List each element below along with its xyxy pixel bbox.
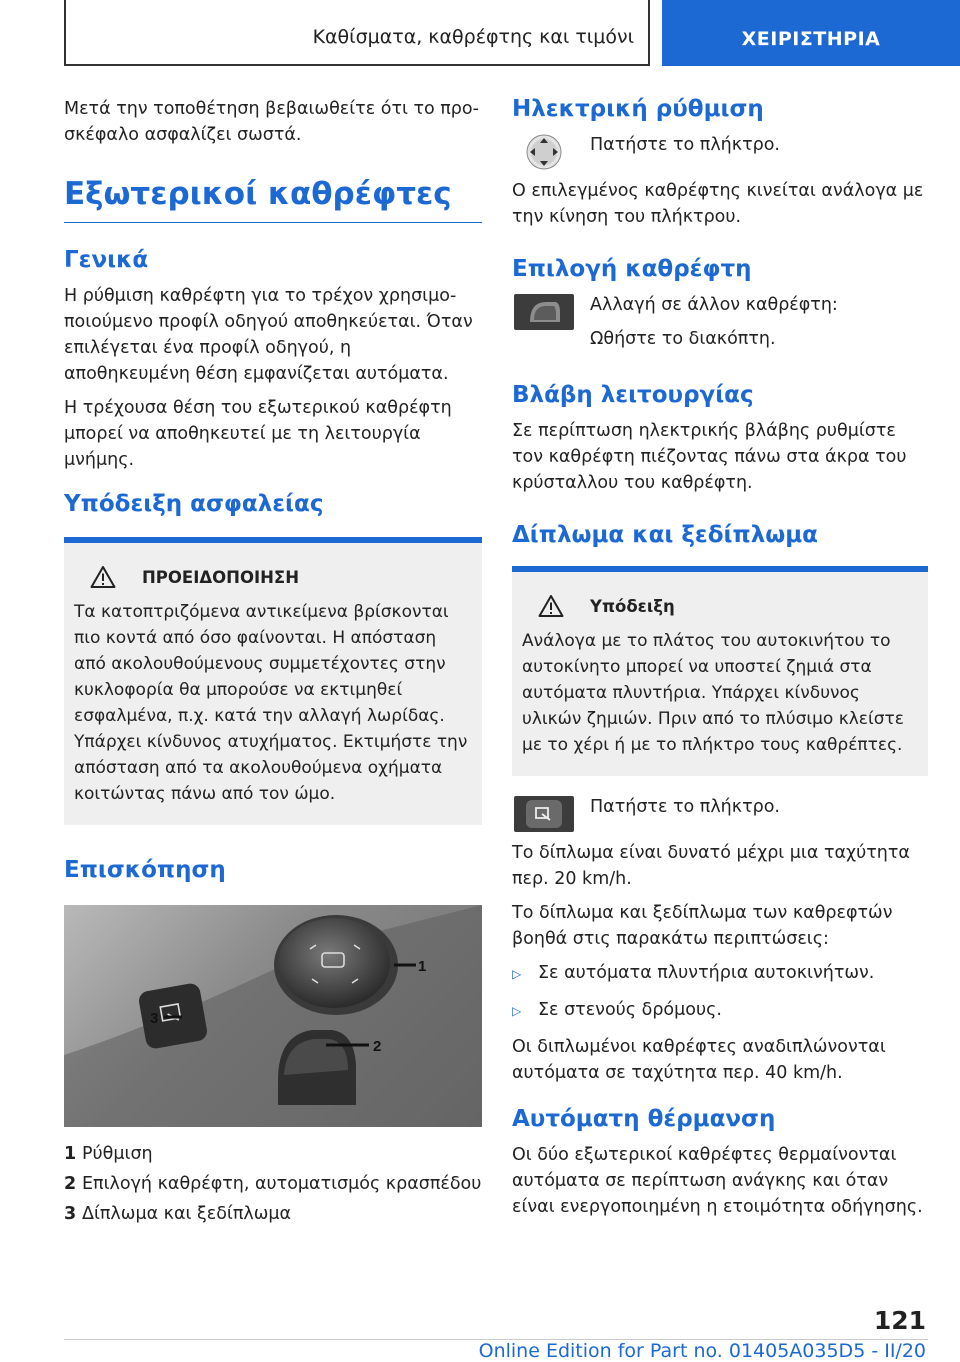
mirror-adjust-knob xyxy=(278,918,390,1008)
folding-notice-text: Ανάλογα με το πλάτος του αυτοκινήτου το αυτοκίνητο μπορεί να υποστεί ζημιά στα αυτόματα πλυντήρια. Υπάρχει κίνδυνος υλικών ζημιών. Πριν από το πλύσιμο κλείστε με το χέρι ή με το πλήκτρο τους καθρέπτες. xyxy=(522,631,904,755)
door-switch-illustration xyxy=(64,905,482,1127)
list-item: ▷ Σε αυτόματα πλυντήρια αυτοκινήτων. xyxy=(512,960,928,987)
warning-triangle-icon xyxy=(90,565,116,589)
folding-paragraph-2: Το δίπλωμα και ξεδίπλωμα των καθρεφτών βοηθά στις παρακάτω περιπτώσεις: xyxy=(512,903,893,949)
folding-notice-box xyxy=(512,566,928,776)
section-title: Καθίσματα, καθρέφτης και τιμόνι xyxy=(312,26,634,48)
fold-mirror-button-icon xyxy=(512,794,576,834)
folding-notice-title: Υπόδειξη xyxy=(590,596,675,616)
edition-footer: Online Edition for Part no. 01405A035D5 - II/20 xyxy=(478,1340,926,1362)
list-item: ▷ Σε στενούς δρόμους. xyxy=(512,997,928,1024)
electric-line-2: Ο επιλεγμένος καθρέφτης κινείται ανάλογα με την κίνηση του πλήκτρου. xyxy=(512,181,924,227)
safety-heading: Υπόδειξη ασφαλείας xyxy=(64,491,324,517)
fold-press-row xyxy=(512,794,928,834)
general-paragraph-2: Η τρέχουσα θέση του εξωτερικού καθρέφτη μπορεί να αποθηκευτεί με τη λειτουργία μνήμης. xyxy=(64,398,452,470)
select-line-2: Ωθήστε το διακόπτη. xyxy=(590,329,776,349)
legend-item: 2 Επιλογή καθρέφτη, αυτοματισμός κρασπέδου xyxy=(64,1174,482,1194)
folding-paragraph-3: Οι διπλωμένοι καθρέφτες αναδιπλώνονται αυτόματα σε ταχύτητα περ. 40 km/h. xyxy=(512,1037,886,1083)
folding-paragraph-1: Το δίπλωμα είναι δυνατό μέχρι μια ταχύτητα περ. 20 km/h. xyxy=(512,843,910,889)
folding-heading: Δίπλωμα και ξεδίπλωμα xyxy=(512,522,818,548)
mirror-switch-icon xyxy=(512,292,576,332)
intro-text: Μετά την τοποθέτηση βεβαιωθείτε ότι το προσκέφαλο ασφαλίζει σωστά. xyxy=(64,99,479,145)
fold-press-text: Πατήστε το πλήκτρο. xyxy=(590,797,780,817)
select-line-1: Αλλαγή σε άλλον καθρέφτη: xyxy=(590,295,838,315)
warning-title: ΠΡΟΕΙΔΟΠΟΙΗΣΗ xyxy=(142,567,299,587)
main-heading: Εξωτερικοί καθρέφτες xyxy=(64,176,482,223)
heating-text: Οι δύο εξωτερικοί καθρέφτες θερμαίνονται αυτόματα σε περίπτωση ανάγκης και όταν είναι ενεργοποιημένη η ετοιμότητα οδήγησης. xyxy=(512,1145,923,1217)
legend-item: 3 Δίπλωμα και ξεδίπλωμα xyxy=(64,1204,292,1224)
warning-triangle-icon xyxy=(538,594,564,618)
warning-text: Τα κατοπτριζόμενα αντικείμενα βρίσκονται πιο κοντά από όσο φαίνονται. Η απόσταση από ακολουθούμενους συμμετέχοντες στην κυκλοφορία θα μπορούσε να εκτιμηθεί εσφαλμένα, π.χ. κατά την αλλαγή λωρίδας. Υπάρχει κίνδυνος ατυχήματος. Εκτιμήστε την απόσταση από τα ακολουθούμενα οχήματα κοιτώντας πάνω από τον ώμο. xyxy=(74,602,468,804)
right-column xyxy=(512,96,928,1228)
overview-heading: Επισκόπηση xyxy=(64,857,226,883)
select-mirror-row xyxy=(512,292,928,360)
heating-heading: Αυτόματη θέρμανση xyxy=(512,1106,776,1132)
callout-3: 3 xyxy=(150,1010,159,1027)
callout-2: 2 xyxy=(373,1038,382,1055)
select-heading: Επιλογή καθρέφτη xyxy=(512,256,752,282)
electric-adjust-row xyxy=(512,132,928,172)
general-heading: Γενικά xyxy=(64,247,149,273)
direction-pad-icon xyxy=(512,132,576,172)
page-header xyxy=(64,0,960,66)
legend-item: 1 Ρύθμιση xyxy=(64,1144,153,1164)
left-column xyxy=(64,96,482,1229)
door-switch-photo xyxy=(64,905,482,1127)
fault-text: Σε περίπτωση ηλεκτρικής βλάβης ρυθμίστε τον καθρέφτη πιέζοντας πάνω στα άκρα του κρύσταλλου του καθρέφτη. xyxy=(512,421,907,493)
section-title-box xyxy=(64,0,650,66)
general-paragraph-1: Η ρύθμιση καθρέφτη για το τρέχον χρησιμοποιούμενο προφίλ οδηγού αποθηκεύεται. Όταν επιλέγεται ένα προφίλ οδηγού, η αποθηκευμένη θέση εμφανίζεται αυτόματα. xyxy=(64,286,473,384)
page-number: 121 xyxy=(873,1306,926,1335)
chapter-tab-label: ΧΕΙΡΙΣΤΗΡΙΑ xyxy=(741,28,881,50)
electric-line-1: Πατήστε το πλήκτρο. xyxy=(590,135,780,155)
fault-heading: Βλάβη λειτουργίας xyxy=(512,382,754,408)
warning-box xyxy=(64,537,482,825)
chapter-tab[interactable] xyxy=(662,0,960,66)
bullet-triangle-icon: ▷ xyxy=(512,967,522,981)
electric-heading: Ηλεκτρική ρύθμιση xyxy=(512,96,764,122)
overview-legend xyxy=(64,1139,482,1229)
bullet-triangle-icon: ▷ xyxy=(512,1004,522,1018)
callout-1: 1 xyxy=(418,958,427,975)
